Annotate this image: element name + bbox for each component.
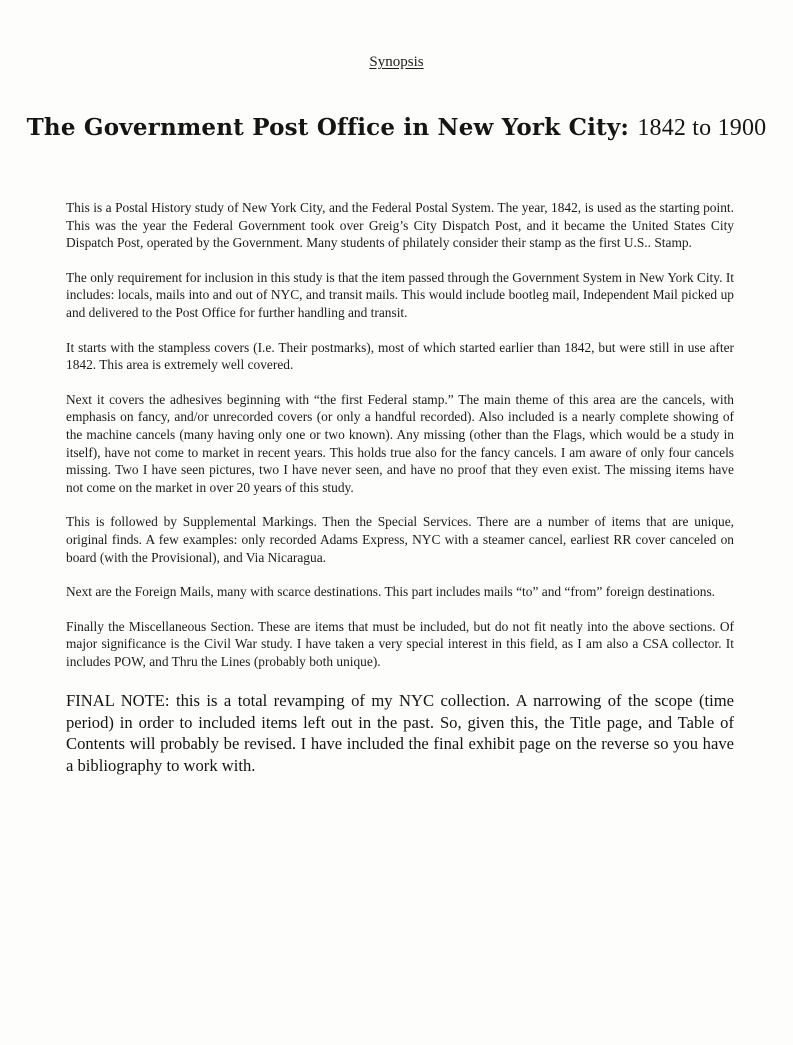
final-note: FINAL NOTE: this is a total revamping of my NYC collection. A narrowing of the scope (time period) in order to included items left out in the past. So, given this, the Title page, and Table of Contents will probably be revised. I have included the final exhibit page on the reverse so you have a bibliography to work with. bbox=[66, 691, 734, 775]
title-main: The Government Post Office in New York City: bbox=[26, 114, 630, 141]
paragraph-intro: This is a Postal History study of New York City, and the Federal Postal System. The year, 1842, is used as the starting point. This was the year the Federal Government took over Greig’s City Dispatch Post, and it became the United States City Dispatch Post, operated by the Government. Many students of philately consider their stamp as the first U.S.. Stamp. bbox=[66, 200, 734, 251]
paragraph-miscellaneous: Finally the Miscellaneous Section. These are items that must be included, but do not fit neatly into the above sections. Of major significance is the Civil War study. I have taken a very special interest in this field, as I am also a CSA collector. It includes POW, and Thru the Lines (probably both unique). bbox=[66, 618, 734, 669]
synopsis-body bbox=[66, 199, 734, 687]
document-title bbox=[0, 114, 793, 142]
paragraph-requirement: The only requirement for inclusion in this study is that the item passed through the Government System in New York City. It includes: locals, mails into and out of NYC, and transit mails. This would include bootleg mail, Independent Mail picked up and delivered to the Post Office for further handling and transit. bbox=[66, 269, 734, 320]
paragraph-supplemental: This is followed by Supplemental Markings. Then the Special Services. There are a number of items that are unique, original finds. A few examples: only recorded Adams Express, NYC with a steamer cancel, earliest RR cover canceled on board (with the Provisional), and Via Nicaragua. bbox=[66, 514, 734, 565]
paragraph-adhesives: Next it covers the adhesives beginning with “the first Federal stamp.” The main theme of this area are the cancels, with emphasis on fancy, and/or unrecorded covers (or only a handful recorded). Also included is a nearly complete showing of the machine cancels (many having only one or two known). Any missing (other than the Flags, which would be a study in itself), have not come to market in recent years. This holds true also for the fancy cancels. I am aware of only four cancels missing. Two I have seen pictures, two I have never seen, and have no proof that they even exist. The missing items have not come on the market in over 20 years of this study. bbox=[66, 391, 734, 495]
synopsis-heading: Synopsis bbox=[369, 54, 424, 70]
paragraph-stampless: It starts with the stampless covers (I.e. Their postmarks), most of which started earlier than 1842, but were still in use after 1842. This area is extremely well covered. bbox=[66, 339, 734, 373]
title-dates: 1842 to 1900 bbox=[637, 115, 767, 141]
paragraph-foreign-mails: Next are the Foreign Mails, many with scarce destinations. This part includes mails “to” and “from” foreign destinations. bbox=[66, 584, 716, 600]
